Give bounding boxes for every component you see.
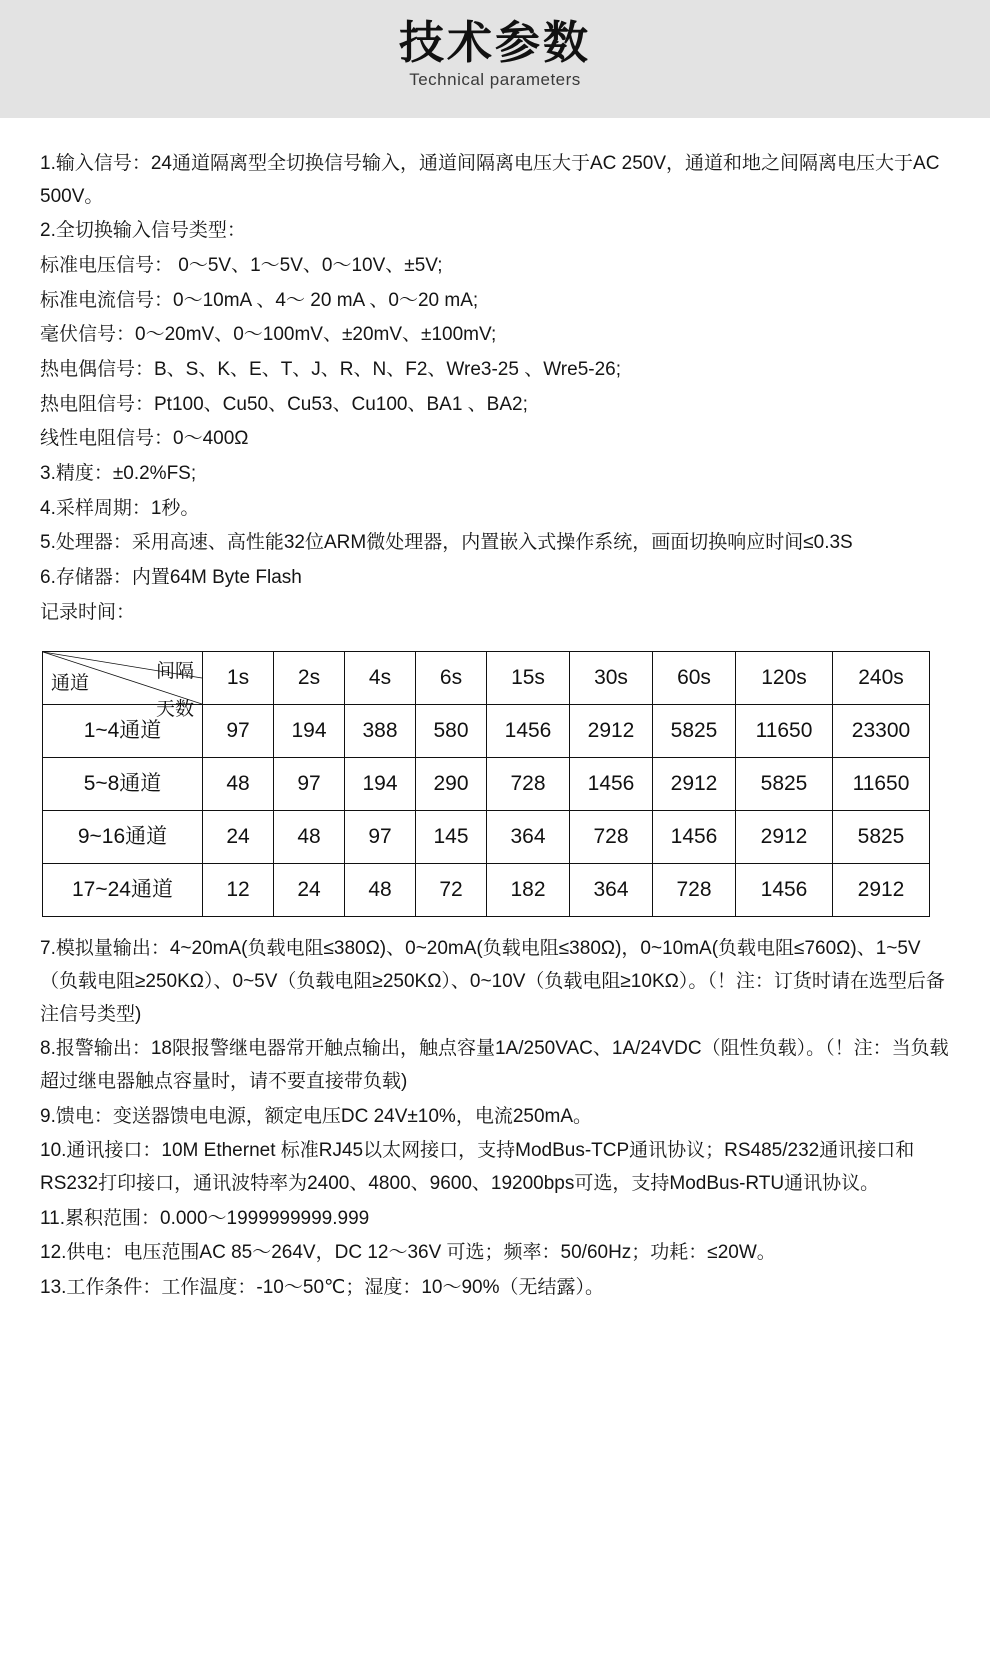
spec-line: 10.通讯接口：10M Ethernet 标准RJ45以太网接口，支持ModBus-TCP通讯协议；RS485/232通讯接口和RS232打印接口，通讯波特率为2400、4800、9600、19200bps可选，支持ModBus-RTU通讯协议。: [40, 1140, 915, 1195]
table-cell: 364: [570, 864, 653, 917]
table-header-row: [43, 652, 930, 705]
table-cell: 728: [653, 864, 736, 917]
spec-line: 热电偶信号：B、S、K、E、T、J、R、N、F2、Wre3-25 、Wre5-26;: [40, 359, 621, 381]
spec-line: 12.供电：电压范围AC 85～264V，DC 12～36V 可选；频率：50/60Hz；功耗：≤20W。: [40, 1242, 776, 1264]
spec-line: 标准电流信号：0～10mA 、4～ 20 mA 、0～20 mA;: [40, 289, 479, 311]
table-corner-cell: [43, 652, 203, 721]
column-header: 240s: [833, 652, 930, 705]
table-row: [43, 864, 930, 917]
table-cell: 11650: [736, 705, 833, 758]
table-cell: 194: [345, 758, 416, 811]
table-cell: 97: [274, 758, 345, 811]
table-cell: 182: [487, 864, 570, 917]
table-cell: 11650: [833, 758, 930, 811]
spec-line: 8.报警输出：18限报警继电器常开触点输出，触点容量1A/250VAC、1A/24VDC（阻性负载）。（！注：当负载超过继电器触点容量时，请不要直接带负载): [40, 1038, 949, 1093]
table-cell: 24: [274, 864, 345, 917]
spec-line: 7.模拟量输出：4~20mA(负载电阻≤380Ω)、0~20mA(负载电阻≤380Ω)，0~10mA(负载电阻≤760Ω)、1~5V（负载电阻≥250KΩ）、0~5V（负载电阻≥250KΩ）、0~10V（负载电阻≥10KΩ）。（！注：订货时请在选型后备注信号类型): [40, 938, 945, 1025]
table-row: [43, 811, 930, 864]
table-cell: 728: [487, 758, 570, 811]
spec-line: 标准电压信号： 0～5V、1～5V、0～10V、±5V;: [40, 255, 443, 277]
table-cell: 24: [203, 811, 274, 864]
spec-content: [0, 118, 990, 1327]
table-cell: 72: [416, 864, 487, 917]
spec-line: 6.存储器：内置64M Byte Flash: [40, 567, 302, 589]
table-row: [43, 758, 930, 811]
table-cell: 1456: [487, 705, 570, 758]
spec-line: 4.采样周期：1秒。: [40, 497, 200, 519]
spec-line: 11.累积范围：0.000～1999999999.999: [40, 1207, 370, 1229]
spec-line: 记录时间：: [40, 601, 136, 623]
column-header: 1s: [203, 652, 274, 705]
corner-channel-label: 通道: [51, 672, 90, 694]
table-cell: 23300: [833, 705, 930, 758]
record-time-table: [42, 651, 930, 917]
spec-line: 毫伏信号：0～20mV、0～100mV、±20mV、±100mV;: [40, 324, 497, 346]
row-header: 17~24通道: [43, 864, 203, 917]
column-header: 4s: [345, 652, 416, 705]
column-header: 15s: [487, 652, 570, 705]
spec-line: 2.全切换输入信号类型：: [40, 220, 246, 242]
table-cell: 2912: [653, 758, 736, 811]
column-header: 2s: [274, 652, 345, 705]
column-header: 120s: [736, 652, 833, 705]
spec-line: 3.精度：±0.2%FS;: [40, 463, 197, 485]
spec-line: 热电阻信号：Pt100、Cu50、Cu53、Cu100、BA1 、BA2;: [40, 393, 528, 415]
table-cell: 1456: [653, 811, 736, 864]
column-header: 6s: [416, 652, 487, 705]
row-header: 9~16通道: [43, 811, 203, 864]
page-subtitle: Technical parameters: [409, 69, 581, 89]
column-header: 60s: [653, 652, 736, 705]
table-cell: 290: [416, 758, 487, 811]
table-cell: 48: [203, 758, 274, 811]
table-cell: 1456: [570, 758, 653, 811]
table-cell: 388: [345, 705, 416, 758]
table-cell: 2912: [833, 864, 930, 917]
table-cell: 48: [274, 811, 345, 864]
table-cell: 364: [487, 811, 570, 864]
table-cell: 1456: [736, 864, 833, 917]
table-cell: 12: [203, 864, 274, 917]
page-title: 技术参数: [398, 16, 591, 69]
spec-line: 9.馈电：变送器馈电电源，额定电压DC 24V±10%，电流250mA。: [40, 1105, 593, 1127]
table-cell: 194: [274, 705, 345, 758]
page-header: [0, 0, 990, 118]
row-header: 5~8通道: [43, 758, 203, 811]
table-cell: 580: [416, 705, 487, 758]
spec-line: 线性电阻信号：0～400Ω: [40, 428, 249, 450]
table-cell: 97: [345, 811, 416, 864]
table-cell: 48: [345, 864, 416, 917]
row-header: 1~4通道: [43, 705, 203, 758]
table-cell: 145: [416, 811, 487, 864]
table-cell: 5825: [736, 758, 833, 811]
spec-line: 1.输入信号：24通道隔离型全切换信号输入，通道间隔离电压大于AC 250V，通道和地之间隔离电压大于AC 500V。: [40, 153, 940, 207]
corner-days-label: 天数: [155, 699, 194, 721]
table-cell: 97: [203, 705, 274, 758]
column-header: 30s: [570, 652, 653, 705]
table-cell: 5825: [833, 811, 930, 864]
corner-interval-label: 间隔: [155, 661, 194, 683]
table-cell: 2912: [736, 811, 833, 864]
spec-line: 5.处理器：采用高速、高性能32位ARM微处理器，内置嵌入式操作系统，画面切换响应时间≤0.3S: [40, 532, 853, 554]
spec-line: 13.工作条件：工作温度：-10～50℃；湿度：10～90%（无结露）。: [40, 1277, 605, 1299]
table-cell: 728: [570, 811, 653, 864]
table-cell: 2912: [570, 705, 653, 758]
table-cell: 5825: [653, 705, 736, 758]
